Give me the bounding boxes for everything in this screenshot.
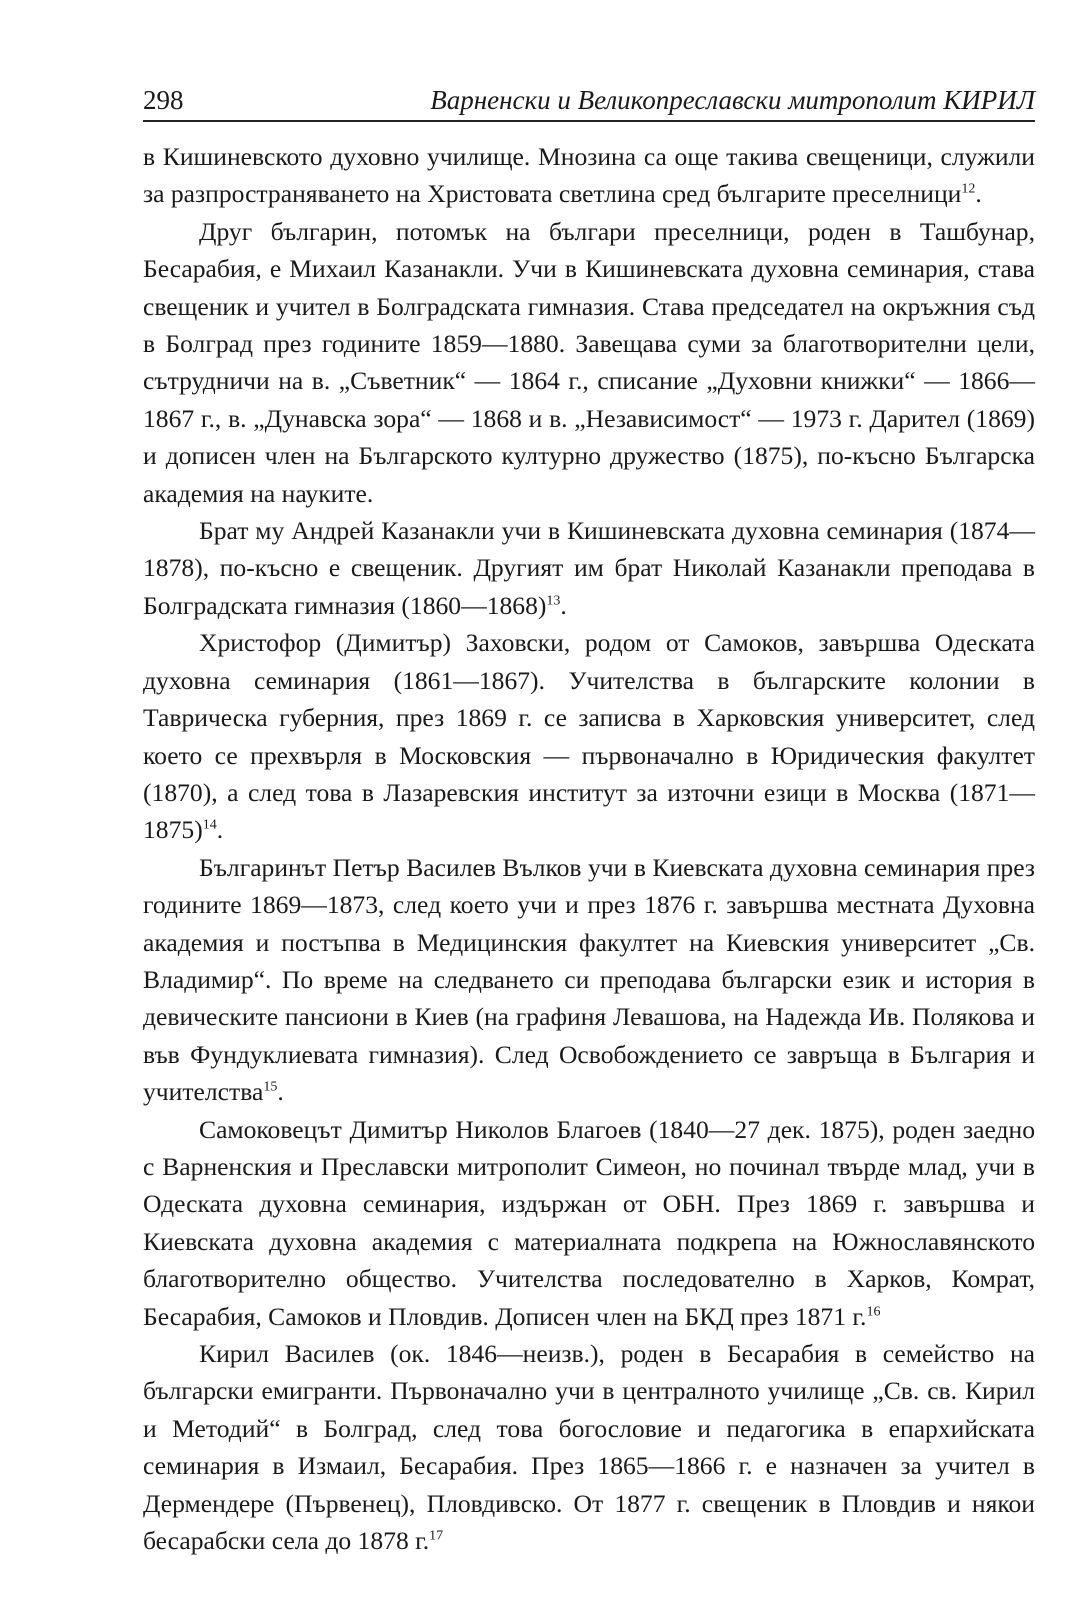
paragraph-tail: . — [560, 590, 567, 620]
paragraph-text: Самоковецът Димитър Николов Благоев (1840—27 дек. 1875), роден заедно с Варненския и Преславски митрополит Симеон, но починал твърде млад, учи в Одеската духовна семинария, издържан от ОБН. През 1869 г. завършва и Киевската духовна академия с материалната подкрепа на Южнославянското благотворително общество. Учителства последователно в Харков, Комрат, Бесарабия, Самоков и Пловдив. Дописен член на БКД през 1871 г. — [143, 1114, 1035, 1331]
paragraph-text: Брат му Андрей Казанакли учи в Кишиневската духовна семинария (1874—1878), по-късно е свещеник. Другият им брат Николай Казанакли преподава в Болградската гимназия (1860—1868) — [143, 516, 1035, 620]
running-title: Варненски и Великопреславски митрополит КИРИЛ — [430, 85, 1035, 115]
book-page — [143, 78, 1035, 1559]
paragraph-text: Българинът Петър Василев Вълков учи в Киевската духовна семинария през годините 1869—1873, след което учи и през 1876 г. завършва местната Духовна академия и постъпва в Медицинския факултет на Киевския университет „Св. Владимир“. По време на следването си преподава български език и история в девическите пансиони в Киев (на графиня Левашова, на Надежда Ив. Полякова и във Фундуклиевата гимназия). След Освобождението се завръща в България и учителства — [143, 852, 1035, 1107]
footnote-ref: 17 — [429, 1528, 444, 1544]
paragraph — [143, 1335, 1035, 1559]
footnote-ref: 14 — [202, 817, 217, 833]
paragraph — [143, 849, 1035, 1111]
footnote-ref: 12 — [961, 181, 976, 197]
paragraph — [143, 138, 1035, 213]
paragraph-text: в Кишиневското духовно училище. Мнозина са още такива свещеници, служили за разпространяването на Христовата светлина сред българите преселници — [143, 142, 1035, 209]
paragraph — [143, 213, 1035, 512]
paragraph-tail: . — [216, 815, 224, 845]
footnote-ref: 15 — [263, 1079, 278, 1095]
paragraph-text: Христофор (Димитър) Заховски, родом от Самоков, завършва Одеската духовна семинария (1861—1867). Учителства в българските колонии в Таврическа губерния, през 1869 г. се записва в Харковския университет, след което се прехвърля в Московския — първоначално в Юридическия факултет (1870), а след това в Лазаревския институт за източни езици в Москва (1871—1875) — [143, 628, 1035, 845]
paragraph — [143, 512, 1035, 624]
paragraph — [143, 624, 1035, 848]
page-header — [143, 78, 1035, 122]
paragraph — [143, 1111, 1035, 1335]
paragraph-text: Друг българин, потомък на българи преселници, роден в Ташбунар, Бесарабия, е Михаил Казанакли. Учи в Кишиневската духовна семинария, става свещеник и учител в Болградската гимназия. Става председател на окръжния съд в Болград през годините 1859—1880. Завещава суми за благотворителни цели, сътрудничи на в. „Съветник“ — 1864 г., списание „Духовни книжки“ — 1866—1867 г., в. „Дунавска зора“ — 1868 и в. „Независимост“ — 1973 г. Дарител (1869) и дописен член на Българското културно дружество (1875), по-късно Българска академия на науките. — [143, 216, 1035, 508]
paragraph-text: Кирил Василев (ок. 1846—неизв.), роден в Бесарабия в семейство на български емигранти. Първоначално учи в централното училище „Св. св. Кирил и Методий“ в Болград, след това богословие и педагогика в епархийската семинария в Измаил, Бесарабия. През 1865—1866 г. е назначен за учител в Дермендере (Първенец), Пловдивско. От 1877 г. свещеник в Пловдив и някои бесарабски села до 1878 г. — [143, 1339, 1035, 1556]
page-body — [143, 138, 1035, 1559]
footnote-ref: 13 — [546, 593, 561, 609]
page-number: 298 — [143, 85, 184, 115]
paragraph-tail: . — [277, 1077, 284, 1107]
footnote-ref: 16 — [866, 1304, 881, 1320]
paragraph-tail: . — [975, 179, 982, 209]
